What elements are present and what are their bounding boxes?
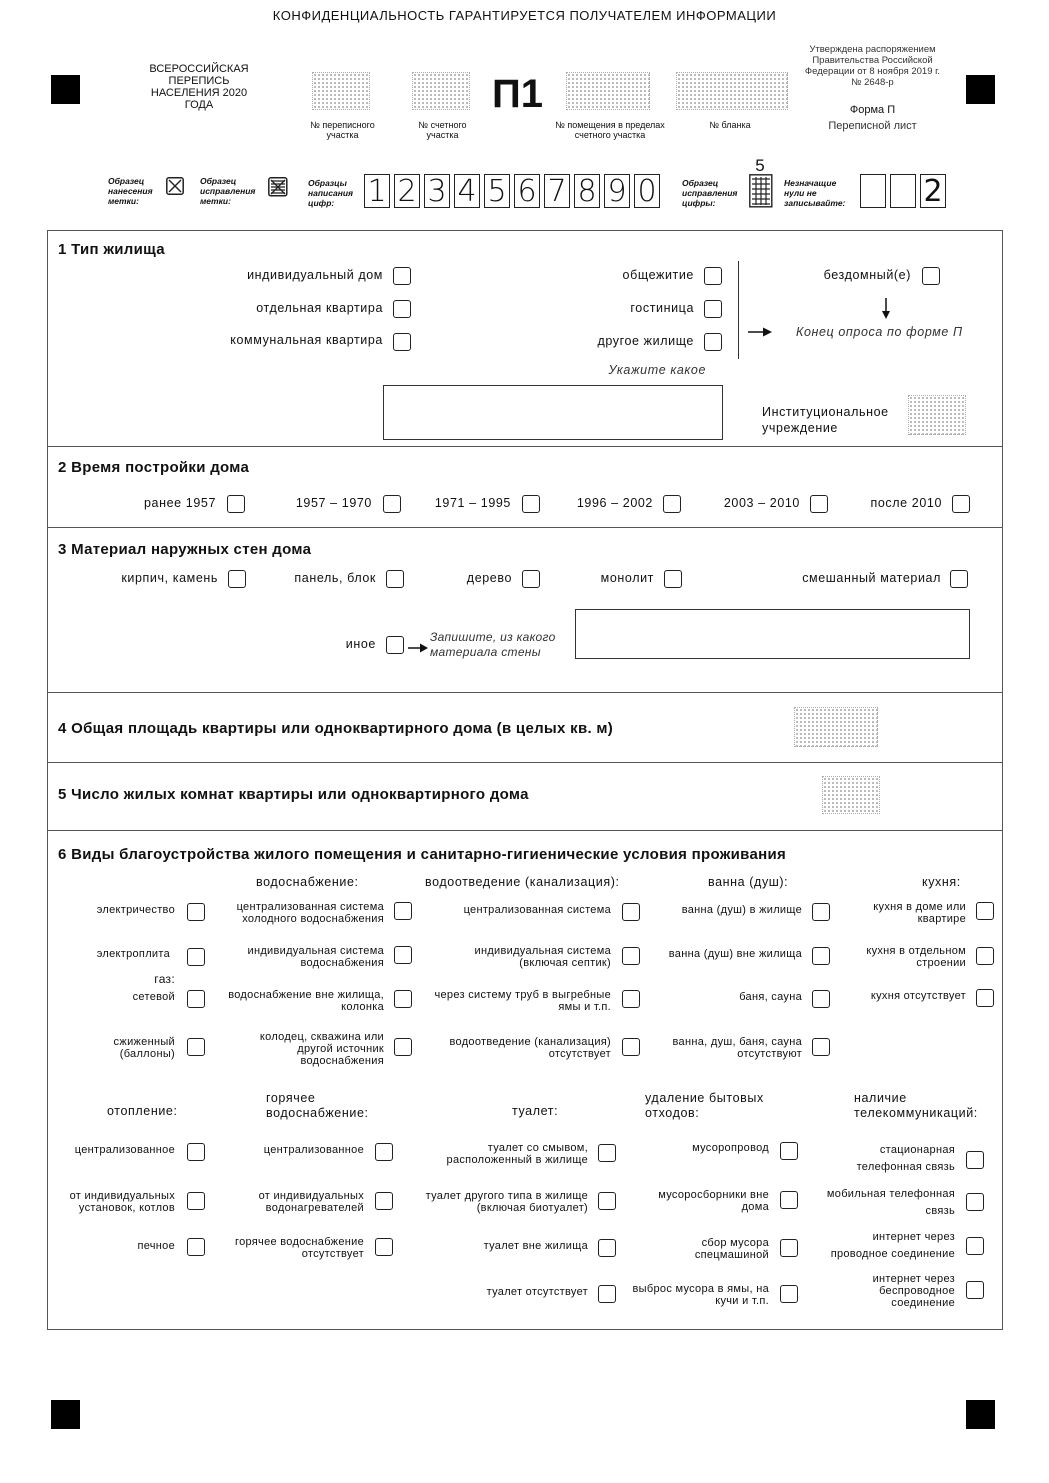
opt-wall-mixed: смешанный материал <box>802 571 941 585</box>
opt-dormitory: общежитие <box>622 268 694 282</box>
checkbox-sewer-central[interactable] <box>622 903 640 921</box>
digit-sample: 5 <box>484 174 510 208</box>
digit-sample: 2 <box>394 174 420 208</box>
opt-gas-network: сетевой <box>132 991 175 1003</box>
digit-fix-label: Образец исправления цифры: <box>682 178 738 208</box>
opt-telecom-wired-internet: интернет через проводное соединение <box>830 1231 955 1260</box>
checkbox-dormitory[interactable] <box>704 267 722 285</box>
section-5-title: 5 Число жилых комнат квартиры или одноквартирного дома <box>58 786 529 803</box>
section-4-title: 4 Общая площадь квартиры или одноквартирного дома (в целых кв. м) <box>58 720 614 737</box>
checkbox-gas-cylinders[interactable] <box>187 1038 205 1056</box>
bath-header: ванна (душ): <box>708 875 789 889</box>
checkbox-waste-chute[interactable] <box>780 1142 798 1160</box>
opt-separate-apartment: отдельная квартира <box>256 301 383 315</box>
opt-toilet-other-type: туалет другого типа в жилище (включая биотуалет) <box>425 1190 588 1214</box>
digits-sample-label: Образцы написания цифр: <box>308 178 354 208</box>
opt-sewer-pits: через систему труб в выгребные ямы и т.п. <box>434 989 611 1013</box>
zeros-box-3: 2 <box>920 174 946 208</box>
checkbox-kitchen-none[interactable] <box>976 989 994 1007</box>
checkbox-water-individual[interactable] <box>394 946 412 964</box>
checkbox-communal-apartment[interactable] <box>393 333 411 351</box>
census-area-label: № переписного участка <box>310 120 375 140</box>
section-6-title: 6 Виды благоустройства жилого помещения и санитарно-гигиенические условия проживания <box>58 846 787 863</box>
digit-sample: 3 <box>424 174 450 208</box>
checkbox-telecom-wireless-internet[interactable] <box>966 1281 984 1299</box>
opt-other-dwelling: другое жилище <box>597 334 694 348</box>
mark-sample-icon <box>166 177 184 195</box>
opt-built-after-2010: после 2010 <box>870 496 942 510</box>
opt-built-1971-1995: 1971 – 1995 <box>434 496 511 510</box>
arrow-right-icon <box>748 325 774 337</box>
opt-wall-panel: панель, блок <box>294 571 376 585</box>
opt-gas-cylinders: сжиженный (баллоны) <box>113 1036 175 1060</box>
mark-sample-label: Образец нанесения метки: <box>108 176 153 206</box>
opt-bath-inside: ванна (душ) в жилище <box>681 904 802 916</box>
opt-heating-stove: печное <box>137 1240 175 1252</box>
checkbox-toilet-flush[interactable] <box>598 1144 616 1162</box>
hotwater-header: горячее водоснабжение: <box>266 1091 369 1120</box>
opt-heating-central: централизованное <box>74 1144 175 1156</box>
opt-kitchen-none: кухня отсутствует <box>870 990 966 1002</box>
section-1-title: 1 Тип жилища <box>58 241 165 258</box>
count-area-label: № счетного участка <box>418 120 467 140</box>
opt-hotwater-none: горячее водоснабжение отсутствует <box>235 1236 364 1260</box>
checkbox-homeless[interactable] <box>922 267 940 285</box>
checkbox-individual-house[interactable] <box>393 267 411 285</box>
divider <box>47 692 1003 693</box>
digit-fix-value: 5 <box>755 156 765 175</box>
opt-hotwater-central: централизованное <box>263 1144 364 1156</box>
corner-marker-top-left <box>51 75 80 104</box>
checkbox-wall-panel[interactable] <box>386 570 404 588</box>
checkbox-wall-wood[interactable] <box>522 570 540 588</box>
checkbox-wall-mixed[interactable] <box>950 570 968 588</box>
opt-bath-none: ванна, душ, баня, сауна отсутствуют <box>672 1036 802 1060</box>
corner-marker-bottom-left <box>51 1400 80 1429</box>
checkbox-built-2003-2010[interactable] <box>810 495 828 513</box>
opt-waste-chute: мусоропровод <box>692 1142 769 1154</box>
zeros-box-2 <box>890 174 916 208</box>
rooms-count-cells[interactable] <box>822 776 880 814</box>
kitchen-header: кухня: <box>922 875 961 889</box>
checkbox-bath-inside[interactable] <box>812 903 830 921</box>
checkbox-water-outside[interactable] <box>394 990 412 1008</box>
opt-hotwater-individual: от индивидуальных водонагревателей <box>258 1190 364 1214</box>
opt-wall-other: иное <box>345 637 376 651</box>
zeros-box-1 <box>860 174 886 208</box>
opt-water-individual: индивидуальная система водоснабжения <box>247 945 384 969</box>
opt-kitchen-inside: кухня в доме или квартире <box>873 901 966 925</box>
opt-waste-bins: мусоросборники вне дома <box>658 1189 769 1213</box>
write-material-note: Запишите, из какого материала стены <box>430 630 556 659</box>
opt-sewer-individual: индивидуальная система (включая септик) <box>474 945 611 969</box>
arrow-down-icon <box>880 298 892 320</box>
checkbox-separate-apartment[interactable] <box>393 300 411 318</box>
divider <box>47 446 1003 447</box>
count-area-cells[interactable] <box>412 72 470 110</box>
opt-built-1996-2002: 1996 – 2002 <box>576 496 653 510</box>
blank-number-label: № бланка <box>709 120 751 130</box>
checkbox-telecom-wired-internet[interactable] <box>966 1237 984 1255</box>
checkbox-gas-network[interactable] <box>187 990 205 1008</box>
opt-built-before-1957: ранее 1957 <box>144 496 216 510</box>
checkbox-telecom-mobile[interactable] <box>966 1193 984 1211</box>
checkbox-toilet-other-type[interactable] <box>598 1192 616 1210</box>
corner-marker-top-right <box>966 75 995 104</box>
opt-electric-stove: электроплита <box>96 948 170 960</box>
opt-built-1957-1970: 1957 – 1970 <box>295 496 372 510</box>
checkbox-sewer-none[interactable] <box>622 1038 640 1056</box>
checkbox-electric-stove[interactable] <box>187 948 205 966</box>
confidentiality-notice: КОНФИДЕНЦИАЛЬНОСТЬ ГАРАНТИРУЕТСЯ ПОЛУЧАТЕЛЕМ ИНФОРМАЦИИ <box>272 8 777 23</box>
opt-toilet-none: туалет отсутствует <box>486 1286 588 1298</box>
blank-number-cells[interactable] <box>676 72 788 110</box>
arrow-right-icon <box>408 641 430 653</box>
opt-waste-truck: сбор мусора спецмашиной <box>694 1237 769 1261</box>
telecom-header: наличие телекоммуникаций: <box>854 1091 978 1120</box>
room-number-label: № помещения в пределах счетного участка <box>555 120 665 140</box>
checkbox-telecom-landline[interactable] <box>966 1151 984 1169</box>
fix-sample-icon <box>268 177 288 197</box>
specify-label: Укажите какое <box>608 363 706 377</box>
checkbox-kitchen-separate[interactable] <box>976 947 994 965</box>
digit-fix-icon <box>749 174 773 208</box>
checkbox-waste-bins[interactable] <box>780 1191 798 1209</box>
opt-heating-individual: от индивидуальных установок, котлов <box>69 1190 175 1214</box>
opt-hotel: гостиница <box>630 301 694 315</box>
checkbox-built-1957-1970[interactable] <box>383 495 401 513</box>
census-title: ВСЕРОССИЙСКАЯ ПЕРЕПИСЬ НАСЕЛЕНИЯ 2020 ГОДА <box>149 63 249 111</box>
form-name: Форма П <box>849 104 896 116</box>
digit-sample: 4 <box>454 174 480 208</box>
checkbox-heating-central[interactable] <box>187 1143 205 1161</box>
opt-wall-wood: дерево <box>466 571 512 585</box>
toilet-header: туалет: <box>512 1104 559 1118</box>
opt-water-well: колодец, скважина или другой источник водоснабжения <box>259 1031 384 1067</box>
opt-communal-apartment: коммунальная квартира <box>230 333 383 347</box>
end-survey-note: Конец опроса по форме П <box>796 325 963 339</box>
divider <box>47 830 1003 831</box>
opt-sewer-central: централизованная система <box>463 904 611 916</box>
checkbox-heating-stove[interactable] <box>187 1238 205 1256</box>
digit-sample: 8 <box>574 174 600 208</box>
checkbox-hotwater-none[interactable] <box>375 1238 393 1256</box>
checkbox-waste-truck[interactable] <box>780 1239 798 1257</box>
digit-sample: 9 <box>604 174 630 208</box>
checkbox-water-central[interactable] <box>394 902 412 920</box>
opt-waste-dump: выброс мусора в ямы, на кучи и т.п. <box>632 1283 769 1307</box>
checkbox-sewer-pits[interactable] <box>622 990 640 1008</box>
opt-built-2003-2010: 2003 – 2010 <box>723 496 800 510</box>
opt-homeless: бездомный(е) <box>823 268 911 282</box>
checkbox-electricity[interactable] <box>187 903 205 921</box>
digit-sample: 0 <box>634 174 660 208</box>
waste-header: удаление бытовых отходов: <box>645 1091 764 1120</box>
institution-label: Институциональное учреждение <box>762 405 889 435</box>
checkbox-built-after-2010[interactable] <box>952 495 970 513</box>
opt-water-outside: водоснабжение вне жилища, колонка <box>228 989 384 1013</box>
checkbox-heating-individual[interactable] <box>187 1192 205 1210</box>
checkbox-built-1971-1995[interactable] <box>522 495 540 513</box>
checkbox-kitchen-inside[interactable] <box>976 902 994 920</box>
opt-bath-outside: ванна (душ) вне жилища <box>668 948 802 960</box>
opt-bath-sauna: баня, сауна <box>739 991 802 1003</box>
approval-note: Утверждена распоряжением Правительства Российской Федерации от 8 ноября 2019 г. № 2648-р <box>804 44 941 88</box>
checkbox-wall-other[interactable] <box>386 636 404 654</box>
form-subtitle: Переписной лист <box>828 120 917 132</box>
checkbox-bath-sauna[interactable] <box>812 990 830 1008</box>
section-2-title: 2 Время постройки дома <box>58 459 250 476</box>
room-number-cells[interactable] <box>566 72 650 110</box>
divider <box>47 527 1003 528</box>
heating-header: отопление: <box>107 1104 178 1118</box>
institution-code-cells[interactable] <box>908 395 966 435</box>
digit-sample: 6 <box>514 174 540 208</box>
checkbox-toilet-outside[interactable] <box>598 1239 616 1257</box>
opt-wall-brick: кирпич, камень <box>121 571 218 585</box>
opt-telecom-landline: стационарная телефонная связь <box>856 1144 955 1173</box>
checkbox-hotel[interactable] <box>704 300 722 318</box>
checkbox-wall-brick[interactable] <box>228 570 246 588</box>
opt-sewer-none: водоотведение (канализация) отсутствует <box>449 1036 611 1060</box>
water-header: водоснабжение: <box>256 875 359 889</box>
checkbox-waste-dump[interactable] <box>780 1285 798 1303</box>
corner-marker-bottom-right <box>966 1400 995 1429</box>
opt-telecom-wireless-internet: интернет через беспроводное соединение <box>872 1273 955 1309</box>
opt-telecom-mobile: мобильная телефонная связь <box>826 1188 955 1217</box>
checkbox-hotwater-central[interactable] <box>375 1143 393 1161</box>
opt-toilet-flush: туалет со смывом, расположенный в жилище <box>446 1142 588 1166</box>
checkbox-bath-none[interactable] <box>812 1038 830 1056</box>
opt-electricity: электричество <box>96 904 175 916</box>
form-code: П1 <box>492 72 543 116</box>
checkbox-other-dwelling[interactable] <box>704 333 722 351</box>
checkbox-built-before-1957[interactable] <box>227 495 245 513</box>
area-sqm-cells[interactable] <box>794 707 878 747</box>
gas-label: газ: <box>154 972 175 986</box>
opt-individual-house: индивидуальный дом <box>247 268 383 282</box>
opt-water-central: централизованная система холодного водоснабжения <box>236 901 384 925</box>
digit-samples <box>364 174 664 208</box>
checkbox-water-well[interactable] <box>394 1038 412 1056</box>
zeros-label: Незначащие нули не записывайте: <box>784 178 846 208</box>
opt-wall-monolith: монолит <box>600 571 654 585</box>
checkbox-toilet-none[interactable] <box>598 1285 616 1303</box>
checkbox-built-1996-2002[interactable] <box>663 495 681 513</box>
opt-kitchen-separate: кухня в отдельном строении <box>866 945 966 969</box>
digit-sample: 1 <box>364 174 390 208</box>
census-area-cells[interactable] <box>312 72 370 110</box>
specify-dwelling-input[interactable] <box>383 385 723 440</box>
checkbox-hotwater-individual[interactable] <box>375 1192 393 1210</box>
fix-sample-label: Образец исправления метки: <box>200 176 256 206</box>
opt-toilet-outside: туалет вне жилища <box>483 1240 588 1252</box>
divider-vertical <box>738 261 739 359</box>
section-3-title: 3 Материал наружных стен дома <box>58 541 312 558</box>
divider <box>47 762 1003 763</box>
wall-material-input[interactable] <box>575 609 970 659</box>
sewer-header: водоотведение (канализация): <box>425 875 620 889</box>
checkbox-wall-monolith[interactable] <box>664 570 682 588</box>
checkbox-bath-outside[interactable] <box>812 947 830 965</box>
checkbox-sewer-individual[interactable] <box>622 947 640 965</box>
digit-sample: 7 <box>544 174 570 208</box>
